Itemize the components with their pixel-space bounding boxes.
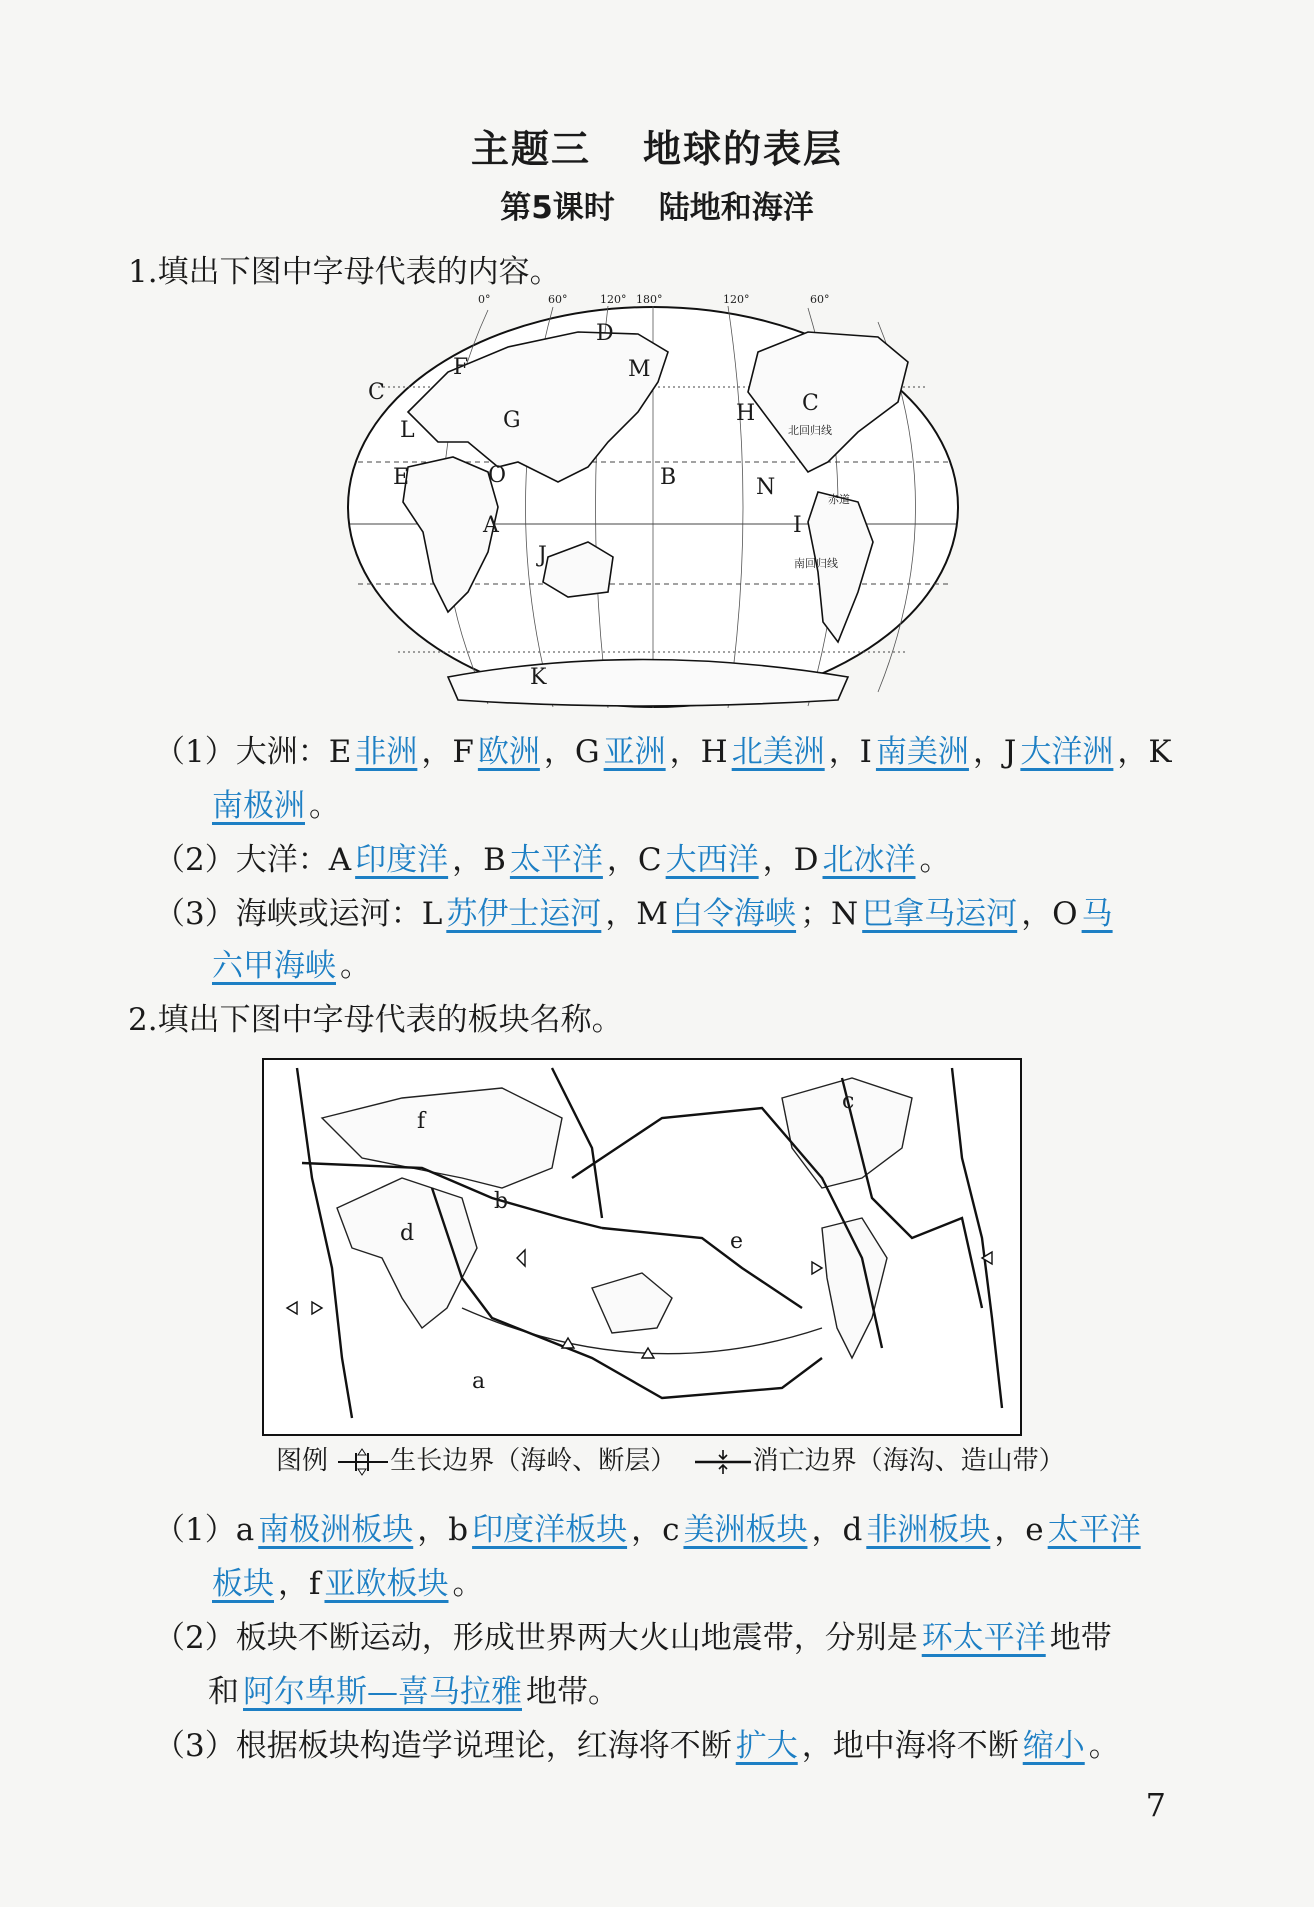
legend-subduction-label: 消亡边界（海沟、造山带） bbox=[752, 1446, 1065, 1476]
answer-I: 南美洲 bbox=[875, 734, 969, 770]
text: ，K bbox=[1117, 734, 1172, 770]
answer-b: 印度洋板块 bbox=[472, 1512, 628, 1548]
map1-letter-J: J bbox=[538, 543, 547, 568]
q1-part3-line1 bbox=[154, 888, 1117, 933]
text: ，b bbox=[417, 1512, 469, 1548]
text: ，M bbox=[605, 896, 669, 932]
text: ，J bbox=[972, 734, 1017, 770]
answer-d: 非洲板块 bbox=[866, 1512, 991, 1548]
text: ，e bbox=[994, 1512, 1044, 1548]
answer-G: 亚洲 bbox=[603, 734, 666, 770]
text: ，C bbox=[606, 842, 662, 878]
tick-120: 120° bbox=[600, 293, 627, 306]
q1-part1-line1 bbox=[154, 726, 1172, 771]
subduction-boundary-icon bbox=[693, 1447, 753, 1477]
text: 。 bbox=[919, 842, 951, 878]
text: ，f bbox=[278, 1566, 321, 1602]
text: 地带。 bbox=[526, 1674, 619, 1710]
answer-B: 太平洋 bbox=[509, 842, 603, 878]
page-number: 7 bbox=[1145, 1786, 1166, 1824]
answer-J: 大洋洲 bbox=[1020, 734, 1114, 770]
answer-N: 巴拿马运河 bbox=[862, 896, 1018, 932]
text: ，I bbox=[828, 734, 872, 770]
answer-A: 印度洋 bbox=[355, 842, 449, 878]
text: （3）根据板块构造学说理论，红海将不断 bbox=[154, 1728, 732, 1764]
answer-f: 亚欧板块 bbox=[324, 1566, 449, 1602]
title-name: 地球的表层 bbox=[643, 127, 844, 171]
text: ；N bbox=[800, 896, 859, 932]
label-tropic-capricorn: 南回归线 bbox=[794, 557, 838, 570]
plate-map bbox=[262, 1058, 1022, 1436]
text: ，地中海将不断 bbox=[801, 1728, 1019, 1764]
q2-part3 bbox=[154, 1720, 1120, 1765]
map1-letter-G: G bbox=[503, 408, 521, 433]
q2-part1-line2 bbox=[208, 1558, 483, 1603]
text: ，c bbox=[631, 1512, 680, 1548]
map1-letter-F: F bbox=[453, 355, 469, 380]
map1-letter-A: A bbox=[483, 513, 499, 538]
text: ，B bbox=[452, 842, 506, 878]
plate-letter-f: f bbox=[417, 1109, 426, 1134]
plate-letter-b: b bbox=[494, 1189, 509, 1214]
text: ，O bbox=[1021, 896, 1078, 932]
answer-H: 北美洲 bbox=[731, 734, 825, 770]
answer-c: 美洲板块 bbox=[683, 1512, 808, 1548]
answer-a: 南极洲板块 bbox=[258, 1512, 414, 1548]
map1-letter-I: I bbox=[793, 513, 802, 538]
answer-e-part2: 板块 bbox=[212, 1566, 274, 1602]
text: 和 bbox=[208, 1674, 239, 1710]
q2-part2-line2 bbox=[208, 1666, 619, 1711]
answer-red-sea: 扩大 bbox=[735, 1728, 798, 1764]
tick-120w: 120° bbox=[723, 293, 750, 306]
text: 。 bbox=[309, 788, 340, 824]
answer-F: 欧洲 bbox=[477, 734, 540, 770]
plate-letter-d: d bbox=[400, 1221, 415, 1246]
answer-M: 白令海峡 bbox=[672, 896, 797, 932]
q1-part2 bbox=[154, 834, 951, 879]
text: 。 bbox=[340, 948, 371, 984]
question-2-stem: 2.填出下图中字母代表的板块名称。 bbox=[128, 1002, 623, 1038]
tick-60: 60° bbox=[548, 293, 568, 306]
subtitle-lesson: 第5课时 bbox=[500, 190, 615, 226]
tick-0: 0° bbox=[478, 293, 491, 306]
plate-map-legend bbox=[276, 1440, 1065, 1477]
label-tropic-cancer: 北回归线 bbox=[788, 424, 832, 437]
answer-belt-2: 阿尔卑斯—喜马拉雅 bbox=[243, 1674, 522, 1710]
question-1-stem: 1.填出下图中字母代表的内容。 bbox=[128, 254, 561, 290]
text: 。 bbox=[452, 1566, 484, 1602]
answer-K: 南极洲 bbox=[212, 788, 305, 824]
tick-60w: 60° bbox=[810, 293, 830, 306]
map1-letter-M: M bbox=[628, 357, 651, 382]
plate-letter-a: a bbox=[472, 1369, 486, 1394]
text: ，G bbox=[543, 734, 600, 770]
text: （1）大洲：E bbox=[154, 734, 352, 770]
answer-belt-1: 环太平洋 bbox=[921, 1620, 1046, 1656]
q1-part1-line2 bbox=[208, 780, 340, 825]
plate-letter-c: c bbox=[842, 1089, 855, 1114]
map1-letter-D: D bbox=[596, 321, 614, 346]
text: （3）海峡或运河：L bbox=[154, 896, 443, 932]
q1-part3-line2 bbox=[208, 940, 371, 985]
label-equator: 赤道 bbox=[828, 493, 850, 506]
subtitle-name: 陆地和海洋 bbox=[658, 190, 814, 226]
legend-title: 图例 bbox=[276, 1446, 329, 1476]
page-subtitle bbox=[0, 182, 1314, 227]
answer-E: 非洲 bbox=[355, 734, 418, 770]
map1-letter-C2: C bbox=[802, 391, 819, 416]
map1-letter-N: N bbox=[756, 475, 776, 500]
text: ，F bbox=[421, 734, 474, 770]
growth-boundary-icon bbox=[336, 1447, 390, 1477]
map1-letter-O: O bbox=[488, 463, 507, 488]
text: 地带 bbox=[1049, 1620, 1112, 1656]
answer-mediterranean: 缩小 bbox=[1022, 1728, 1085, 1764]
world-map bbox=[338, 292, 968, 712]
answer-O-part2: 六甲海峡 bbox=[212, 948, 336, 984]
text: 。 bbox=[1088, 1728, 1120, 1764]
answer-L: 苏伊士运河 bbox=[446, 896, 602, 932]
text: （2）板块不断运动，形成世界两大火山地震带，分别是 bbox=[154, 1620, 918, 1656]
map1-letter-B: B bbox=[660, 465, 677, 490]
map1-letter-H: H bbox=[736, 401, 756, 426]
text: ，H bbox=[669, 734, 728, 770]
text: ，D bbox=[762, 842, 819, 878]
answer-C: 大西洋 bbox=[665, 842, 759, 878]
page-title bbox=[0, 118, 1314, 173]
map1-letter-C: C bbox=[368, 380, 385, 405]
q2-part1-line1 bbox=[154, 1504, 1145, 1549]
plate-letter-e: e bbox=[730, 1229, 744, 1254]
q2-part2-line1 bbox=[154, 1612, 1112, 1657]
answer-D: 北冰洋 bbox=[822, 842, 916, 878]
title-topic: 主题三 bbox=[470, 127, 591, 171]
map1-letter-L: L bbox=[400, 418, 415, 443]
map1-letter-E: E bbox=[393, 465, 410, 490]
map1-letter-K: K bbox=[530, 665, 547, 690]
text: （2）大洋：A bbox=[154, 842, 352, 878]
answer-e-part1: 太平洋 bbox=[1047, 1512, 1141, 1548]
text: （1）a bbox=[154, 1512, 255, 1548]
legend-growth-label: 生长边界（海岭、断层） bbox=[390, 1446, 677, 1476]
answer-O-part1: 马 bbox=[1081, 896, 1113, 932]
tick-180: 180° bbox=[636, 293, 663, 306]
text: ，d bbox=[811, 1512, 863, 1548]
